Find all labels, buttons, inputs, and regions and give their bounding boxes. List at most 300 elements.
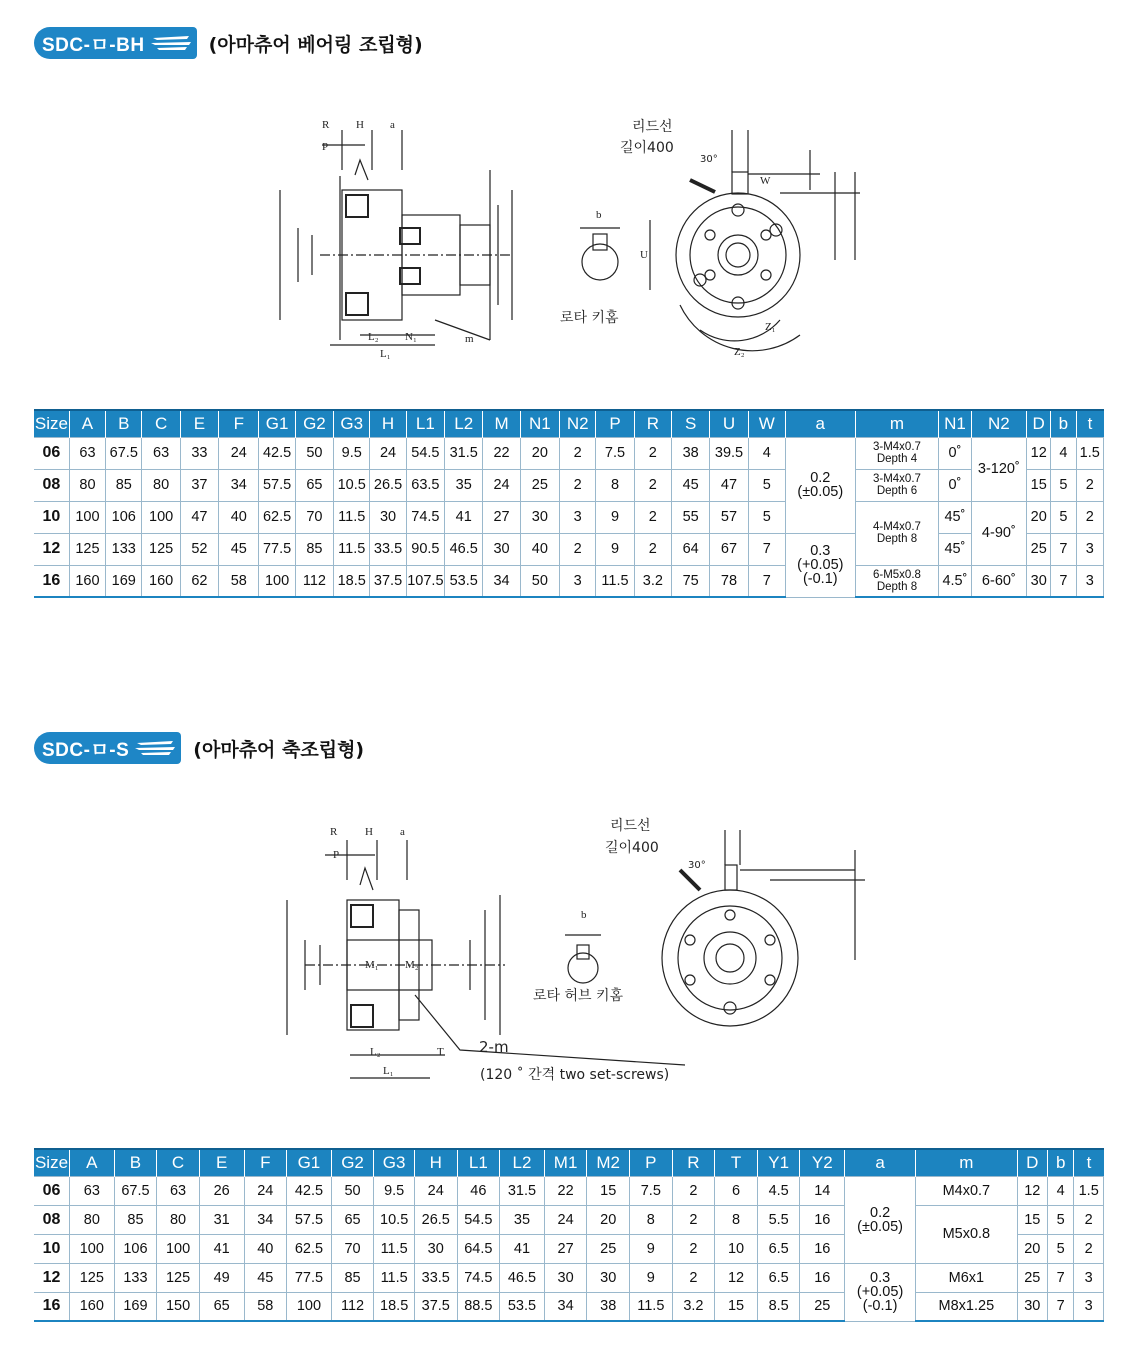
streaks-icon	[135, 739, 175, 757]
table-row	[34, 501, 1104, 533]
col-header: M	[483, 410, 520, 437]
table-row	[34, 469, 1104, 501]
cell: 6.5	[757, 1263, 800, 1292]
cell: 7	[1051, 533, 1076, 565]
cell: 24	[414, 1176, 457, 1205]
cell: 169	[114, 1292, 157, 1321]
cell: 25	[1027, 533, 1051, 565]
cell: 74.5	[406, 501, 444, 533]
cell: 30	[520, 501, 559, 533]
cell: 125	[69, 533, 105, 565]
svg-text:W: W	[760, 175, 771, 187]
table-row	[34, 565, 1104, 597]
cell: 58	[244, 1292, 287, 1321]
size-cell: 08	[34, 1205, 70, 1234]
col-header: C	[157, 1149, 200, 1176]
a-tolerance-minus: (-0.1)	[802, 571, 838, 587]
cell: 106	[106, 501, 142, 533]
svg-text:H: H	[356, 119, 364, 131]
svg-text:Z₁: Z₁	[765, 321, 776, 333]
col-header: U	[710, 410, 748, 437]
cell: 22	[544, 1176, 587, 1205]
section1-angle-label: 30°	[700, 154, 718, 165]
svg-text:b: b	[581, 909, 587, 921]
col-header: T	[715, 1149, 758, 1176]
cell: 47	[180, 501, 218, 533]
cell: 11.5	[596, 565, 634, 597]
cell: 40	[520, 533, 559, 565]
col-header: H	[414, 1149, 457, 1176]
cell: 100	[157, 1234, 200, 1263]
a-value: 0.3	[870, 1270, 891, 1286]
cell: 100	[70, 1234, 115, 1263]
n2-merged-cell-2: 4-90˚	[971, 501, 1026, 565]
cell: 5	[748, 469, 785, 501]
col-header: b	[1048, 1149, 1074, 1176]
col-header: A	[70, 1149, 115, 1176]
col-header: Y2	[800, 1149, 845, 1176]
cell: 106	[114, 1234, 157, 1263]
cell: 75	[672, 565, 710, 597]
section2-model-badge	[34, 732, 181, 764]
cell: 78	[710, 565, 748, 597]
a-merged-cell-2	[845, 1263, 916, 1321]
cell: 15	[715, 1292, 758, 1321]
cell: 58	[219, 565, 259, 597]
cell: 26.5	[370, 469, 406, 501]
cell: 70	[295, 501, 333, 533]
cell: 70	[331, 1234, 374, 1263]
cell: 42.5	[287, 1176, 332, 1205]
cell: 2	[1076, 469, 1103, 501]
svg-text:m: m	[465, 333, 474, 345]
m-thread: 3-M4x0.7	[872, 441, 921, 453]
cell: 18.5	[334, 565, 370, 597]
col-header: G3	[334, 410, 370, 437]
table-row	[34, 437, 1104, 469]
col-header: H	[370, 410, 406, 437]
col-header: Size	[34, 410, 69, 437]
section2-title: (아마츄어 축조립형)	[193, 738, 365, 761]
cell: 46.5	[445, 533, 483, 565]
cell: 53.5	[445, 565, 483, 597]
cell: 57.5	[259, 469, 295, 501]
cell: 31.5	[500, 1176, 545, 1205]
cell: 16	[800, 1263, 845, 1292]
col-header: N2	[560, 410, 596, 437]
col-header: R	[634, 410, 671, 437]
col-header: G2	[331, 1149, 374, 1176]
cell: 45	[244, 1263, 287, 1292]
cell: 100	[142, 501, 180, 533]
col-header: m	[855, 410, 939, 437]
cell: 1.5	[1076, 437, 1103, 469]
cell: 5	[1048, 1234, 1074, 1263]
cell: 63	[69, 437, 105, 469]
cell: 160	[70, 1292, 115, 1321]
col-header: G3	[374, 1149, 415, 1176]
cell: 80	[70, 1205, 115, 1234]
cell: 4	[748, 437, 785, 469]
cell: 65	[331, 1205, 374, 1234]
cell: 31	[199, 1205, 244, 1234]
cell: 47	[710, 469, 748, 501]
m-merged-cell	[855, 501, 939, 565]
n2-merged-cell-1: 3-120˚	[971, 437, 1026, 501]
cell: 85	[295, 533, 333, 565]
svg-text:U: U	[640, 249, 648, 261]
cell: 45	[672, 469, 710, 501]
cell: 62.5	[287, 1234, 332, 1263]
m-thread: 6-M5x0.8	[872, 568, 921, 581]
size-cell: 06	[34, 1176, 70, 1205]
cell: 125	[70, 1263, 115, 1292]
cell: 67.5	[106, 437, 142, 469]
a-merged-cell-2	[785, 533, 855, 597]
col-header: M1	[544, 1149, 587, 1176]
section1-spec-table	[34, 409, 1104, 598]
table-row	[34, 1205, 1104, 1234]
svg-text:a: a	[390, 119, 395, 131]
cell: 37	[180, 469, 218, 501]
cell: 54.5	[457, 1205, 500, 1234]
cell: 5	[1048, 1205, 1074, 1234]
cell: 15	[1017, 1205, 1047, 1234]
a-tolerance-minus: (-0.1)	[862, 1298, 898, 1314]
m-merged-cell: M5x0.8	[916, 1205, 1017, 1263]
cell: 41	[500, 1234, 545, 1263]
cell: 9	[630, 1234, 673, 1263]
cell: 2	[560, 469, 596, 501]
cell: 30	[544, 1263, 587, 1292]
cell: 150	[157, 1292, 200, 1321]
cell: 160	[142, 565, 180, 597]
col-header: A	[69, 410, 105, 437]
cell: 24	[544, 1205, 587, 1234]
cell: 10.5	[374, 1205, 415, 1234]
cell: 8	[630, 1205, 673, 1234]
size-cell: 06	[34, 437, 69, 469]
section2-drawing	[265, 810, 875, 1090]
cell: 42.5	[259, 437, 295, 469]
a-tolerance: (±0.05)	[797, 484, 844, 500]
cell: 65	[295, 469, 333, 501]
svg-text:L₂: L₂	[370, 1046, 381, 1058]
section1-title: (아마츄어 베어링 조립형)	[208, 33, 423, 56]
cell: 9	[596, 533, 634, 565]
cell: 10.5	[334, 469, 370, 501]
section2-setscrew-label: 2-m	[479, 1038, 509, 1056]
m-thread: 3-M4x0.7	[872, 473, 921, 485]
cell: 4	[1051, 437, 1076, 469]
svg-text:R: R	[322, 119, 330, 131]
cell: 3	[1074, 1292, 1104, 1321]
a-merged-cell-1	[845, 1176, 916, 1263]
table-row	[34, 1263, 1104, 1292]
cell: 8.5	[757, 1292, 800, 1321]
cell: 24	[483, 469, 520, 501]
section1-model-badge	[34, 27, 197, 59]
cell: 55	[672, 501, 710, 533]
svg-text:L₁: L₁	[380, 348, 391, 360]
size-cell: 16	[34, 1292, 70, 1321]
col-header: P	[630, 1149, 673, 1176]
cell: 100	[259, 565, 295, 597]
cell: 3	[1076, 565, 1103, 597]
cell: 2	[672, 1263, 715, 1292]
section2-rotor-hub-keyway-label: 로타 허브 키홈	[533, 988, 624, 1004]
cell: 38	[587, 1292, 630, 1321]
col-header: t	[1074, 1149, 1104, 1176]
cell: 2	[634, 437, 671, 469]
cell: 49	[199, 1263, 244, 1292]
m-cell	[855, 469, 939, 501]
cell: 41	[445, 501, 483, 533]
cell: 80	[69, 469, 105, 501]
col-header: B	[106, 410, 142, 437]
cell: 39.5	[710, 437, 748, 469]
cell: 30	[1027, 565, 1051, 597]
cell: 7	[1048, 1263, 1074, 1292]
cell: 46	[457, 1176, 500, 1205]
col-header: G1	[259, 410, 295, 437]
table-row	[34, 1292, 1104, 1321]
a-merged-cell-1	[785, 437, 855, 533]
cell: 62	[180, 565, 218, 597]
cell: 0˚	[939, 437, 971, 469]
cell: 52	[180, 533, 218, 565]
cell: 2	[560, 437, 596, 469]
m-thread: 4-M4x0.7	[872, 521, 921, 533]
cell: 40	[244, 1234, 287, 1263]
cell: 27	[483, 501, 520, 533]
cell: 5	[1051, 469, 1076, 501]
cell: 53.5	[500, 1292, 545, 1321]
cell: 3.2	[672, 1292, 715, 1321]
cell: 26	[199, 1176, 244, 1205]
cell: 10	[715, 1234, 758, 1263]
cell: 67	[710, 533, 748, 565]
cell: 4.5˚	[939, 565, 971, 597]
cell: 20	[1027, 501, 1051, 533]
svg-text:M₂: M₂	[405, 959, 419, 971]
cell: 77.5	[259, 533, 295, 565]
cell: 9	[630, 1263, 673, 1292]
section2-angle-label: 30°	[688, 860, 706, 871]
table-row	[34, 533, 1104, 565]
section1-rotor-keyway-label: 로타 키홈	[560, 310, 619, 326]
col-header: N1	[939, 410, 971, 437]
cell: 2	[1074, 1234, 1104, 1263]
col-header: S	[672, 410, 710, 437]
table2-header-row	[34, 1149, 1104, 1176]
cell: 64.5	[457, 1234, 500, 1263]
cell: 133	[114, 1263, 157, 1292]
cell: 80	[142, 469, 180, 501]
cell: 50	[295, 437, 333, 469]
cell: 3	[560, 501, 596, 533]
cell: 2	[634, 501, 671, 533]
cell: 74.5	[457, 1263, 500, 1292]
col-header: B	[114, 1149, 157, 1176]
cell: 7.5	[596, 437, 634, 469]
cell: 41	[199, 1234, 244, 1263]
cell: 45˚	[939, 501, 971, 533]
col-header: L1	[406, 410, 444, 437]
cell: 24	[244, 1176, 287, 1205]
cell: 90.5	[406, 533, 444, 565]
cell: 7	[1051, 565, 1076, 597]
cell: M4x0.7	[916, 1176, 1017, 1205]
cell: 50	[331, 1176, 374, 1205]
cell: 133	[106, 533, 142, 565]
col-header: E	[180, 410, 218, 437]
size-cell: 08	[34, 469, 69, 501]
cell: 67.5	[114, 1176, 157, 1205]
cell: 64	[672, 533, 710, 565]
cell: 65	[199, 1292, 244, 1321]
cell: 9	[596, 501, 634, 533]
svg-text:P: P	[322, 141, 329, 153]
a-tolerance-plus: (+0.05)	[856, 1284, 904, 1300]
cell: 6.5	[757, 1234, 800, 1263]
cell: 22	[483, 437, 520, 469]
cell: 25	[520, 469, 559, 501]
streaks-icon	[151, 34, 191, 52]
cell: 63.5	[406, 469, 444, 501]
section2-spec-table	[34, 1148, 1104, 1322]
table1-header-row	[34, 410, 1104, 437]
section1-lead-wire-label: 리드선	[632, 119, 673, 135]
cell: 20	[1017, 1234, 1047, 1263]
section1-model: SDC-ㅁ-BH	[42, 34, 145, 56]
section2-lead-wire-label: 리드선	[610, 818, 651, 834]
cell: 80	[157, 1205, 200, 1234]
cell: 33.5	[414, 1263, 457, 1292]
cell: 34	[219, 469, 259, 501]
size-cell: 12	[34, 533, 69, 565]
cell: 30	[414, 1234, 457, 1263]
cell: 35	[445, 469, 483, 501]
cell: 3.2	[634, 565, 671, 597]
cell: 2	[1076, 501, 1103, 533]
col-header: b	[1051, 410, 1076, 437]
cell: 31.5	[445, 437, 483, 469]
cell: 15	[1027, 469, 1051, 501]
section1-drawing	[260, 110, 860, 380]
svg-text:H: H	[365, 826, 373, 838]
cell: 9.5	[334, 437, 370, 469]
cell: 62.5	[259, 501, 295, 533]
col-header: a	[845, 1149, 916, 1176]
m-depth: Depth 6	[876, 485, 918, 497]
cell: 9.5	[374, 1176, 415, 1205]
col-header: P	[596, 410, 634, 437]
cell: 85	[114, 1205, 157, 1234]
cell: 57.5	[287, 1205, 332, 1234]
section1-length-label: 길이400	[620, 140, 674, 156]
cell: 112	[331, 1292, 374, 1321]
col-header: M2	[587, 1149, 630, 1176]
col-header: R	[672, 1149, 715, 1176]
cell: M6x1	[916, 1263, 1017, 1292]
col-header: m	[916, 1149, 1017, 1176]
section2-setscrew-note: (120 ˚ 간격 two set-screws)	[480, 1067, 670, 1083]
cell: 30	[1017, 1292, 1047, 1321]
cell: 160	[69, 565, 105, 597]
col-header: W	[748, 410, 785, 437]
cell: 16	[800, 1205, 845, 1234]
col-header: D	[1017, 1149, 1047, 1176]
cell: 11.5	[374, 1234, 415, 1263]
cell: 50	[520, 565, 559, 597]
cell: 45˚	[939, 533, 971, 565]
cell: 25	[587, 1234, 630, 1263]
cell: 112	[295, 565, 333, 597]
cell: 2	[634, 533, 671, 565]
svg-text:P: P	[333, 849, 340, 861]
cell: 25	[800, 1292, 845, 1321]
cell: 85	[106, 469, 142, 501]
cell: 11.5	[334, 501, 370, 533]
svg-text:Z₂: Z₂	[734, 346, 745, 358]
cell: 125	[142, 533, 180, 565]
cell: 12	[1027, 437, 1051, 469]
cell: 30	[483, 533, 520, 565]
size-cell: 10	[34, 501, 69, 533]
cell: 33.5	[370, 533, 406, 565]
cell: 63	[70, 1176, 115, 1205]
m-depth: Depth 8	[876, 580, 918, 593]
cell: 3	[1074, 1263, 1104, 1292]
cell: 16	[800, 1234, 845, 1263]
svg-text:a: a	[400, 826, 405, 838]
cell: 100	[287, 1292, 332, 1321]
col-header: Y1	[757, 1149, 800, 1176]
table-row	[34, 1176, 1104, 1205]
svg-text:M₁: M₁	[365, 959, 379, 971]
svg-text:N₁: N₁	[405, 331, 417, 343]
size-cell: 10	[34, 1234, 70, 1263]
cell: 2	[672, 1234, 715, 1263]
m-cell	[855, 437, 939, 469]
cell: 1.5	[1074, 1176, 1104, 1205]
col-header: G1	[287, 1149, 332, 1176]
cell: 107.5	[406, 565, 444, 597]
m-cell	[855, 565, 939, 597]
cell: 8	[596, 469, 634, 501]
cell: 11.5	[630, 1292, 673, 1321]
cell: 63	[142, 437, 180, 469]
cell: 4.5	[757, 1176, 800, 1205]
cell: 26.5	[414, 1205, 457, 1234]
cell: 12	[1017, 1176, 1047, 1205]
cell: 40	[219, 501, 259, 533]
cell: 3	[1076, 533, 1103, 565]
col-header: F	[244, 1149, 287, 1176]
cell: 54.5	[406, 437, 444, 469]
cell: 5.5	[757, 1205, 800, 1234]
cell: 24	[219, 437, 259, 469]
svg-text:L₁: L₁	[383, 1065, 394, 1077]
cell: 34	[244, 1205, 287, 1234]
col-header: t	[1076, 410, 1103, 437]
col-header: E	[199, 1149, 244, 1176]
cell: 35	[500, 1205, 545, 1234]
cell: 0˚	[939, 469, 971, 501]
cell: 45	[219, 533, 259, 565]
col-header: L2	[500, 1149, 545, 1176]
